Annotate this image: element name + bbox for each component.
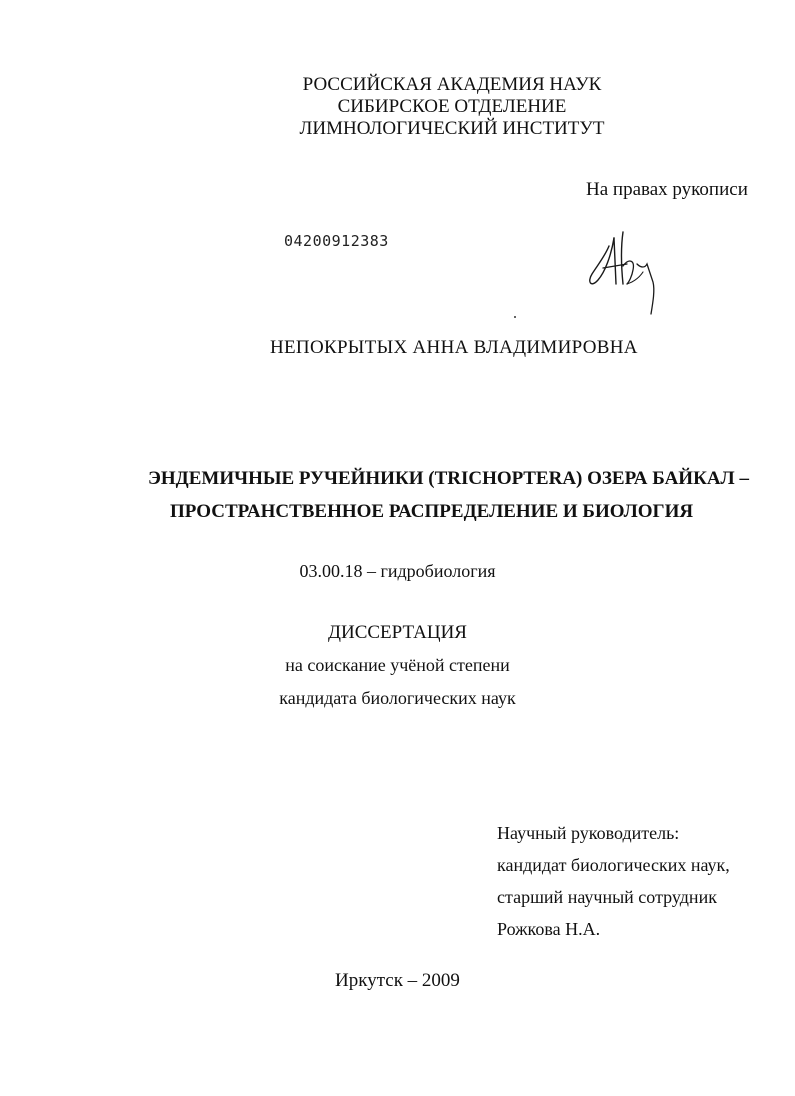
stray-dot	[514, 316, 516, 318]
supervisor-degree: кандидат биологических наук,	[497, 855, 730, 875]
institution-line-institute: ЛИМНОЛОГИЧЕСКИЙ ИНСТИТУТ	[299, 118, 605, 139]
specialty-code: 03.00.18 – гидробиология	[299, 561, 496, 581]
thesis-title-line-2: ПРОСТРАНСТВЕННОЕ РАСПРЕДЕЛЕНИЕ И БИОЛОГИЯ	[170, 501, 694, 522]
institution-line-branch: СИБИРСКОЕ ОТДЕЛЕНИЕ	[337, 96, 567, 117]
signature-image	[583, 224, 663, 316]
place-and-year: Иркутск – 2009	[335, 970, 460, 991]
institution-line-academy: РОССИЙСКАЯ АКАДЕМИЯ НАУК	[302, 74, 602, 95]
thesis-title-line-1: ЭНДЕМИЧНЫЕ РУЧЕЙНИКИ (TRICHOPTERA) ОЗЕРА БАЙКАЛ –	[148, 468, 749, 489]
catalog-number: 04200912383	[284, 232, 389, 250]
degree-line-1: на соискание учёной степени	[285, 655, 510, 675]
supervisor-position: старший научный сотрудник	[497, 887, 717, 907]
supervisor-block	[497, 817, 730, 945]
rights-note: На правах рукописи	[586, 179, 748, 200]
document-type: ДИССЕРТАЦИЯ	[328, 622, 467, 643]
degree-line-2: кандидата биологических наук	[279, 688, 516, 708]
institution-header	[252, 74, 652, 140]
supervisor-name: Рожкова Н.А.	[497, 919, 601, 939]
author-name: НЕПОКРЫТЫХ АННА ВЛАДИМИРОВНА	[270, 337, 638, 358]
thesis-title	[148, 462, 758, 528]
supervisor-label: Научный руководитель:	[497, 823, 680, 843]
